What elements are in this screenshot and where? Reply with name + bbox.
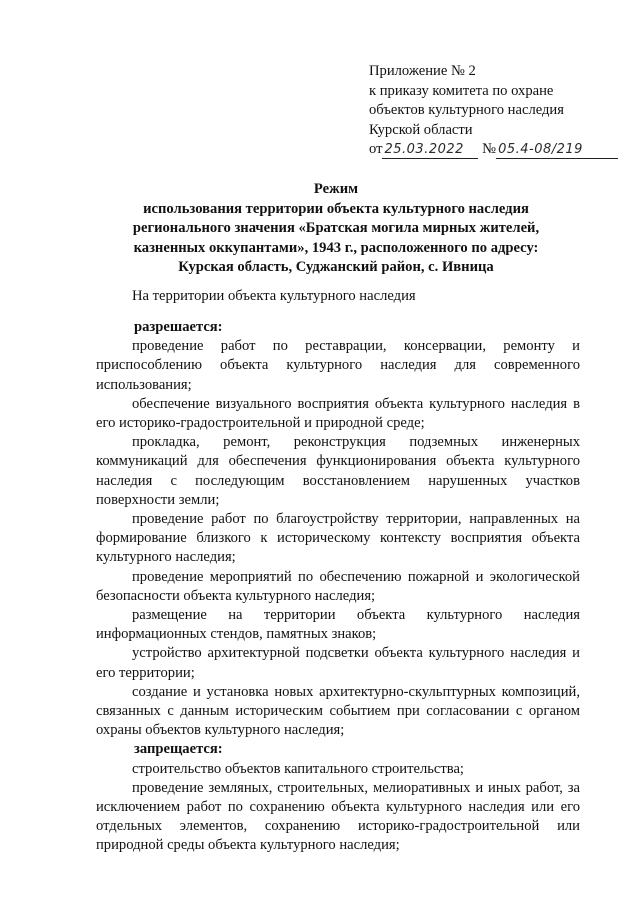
number-sign: № <box>482 141 497 157</box>
document-title <box>96 180 576 278</box>
forbidden-heading: запрещается: <box>134 741 223 758</box>
order-date-field <box>382 141 478 159</box>
allowed-item: размещение на территории объекта культурного наследия информационных стендов, памятных знаков; <box>96 607 580 643</box>
order-number-field <box>496 141 618 159</box>
title-line-3: регионального значения «Братская могила мирных жителей, <box>132 220 540 236</box>
order-number-handwritten: 05.4-08/219 <box>498 142 583 157</box>
title-line-4: казненных оккупантами», 1943 г., расположенного по адресу: <box>133 239 539 256</box>
regime-body <box>96 318 580 856</box>
forbidden-item: проведение земляных, строительных, мелиоративных и иных работ, за исключением работ по сохранению объекта культурного наследия или его отдельных элементов, сохранению историко-градостроительной или природной среды объекта культурного наследия; <box>96 779 580 854</box>
allowed-item: прокладка, ремонт, реконструкция подземных инженерных коммуникаций для обеспечения функционирования объекта культурного наследия с последующим восстановлением нарушенных участков поверхности земли; <box>96 434 580 508</box>
allowed-item: проведение работ по благоустройству территории, направленных на формирование близкого к историческому контексту восприятия объекта культурного наследия; <box>96 511 580 566</box>
title-line-1: Режим <box>313 181 359 197</box>
appendix-region-line: Курской области <box>369 121 473 138</box>
intro-text: На территории объекта культурного наследия <box>132 288 416 304</box>
allowed-item: проведение работ по реставрации, консервации, ремонту и приспособлению объекта культурного наследия для современного использования; <box>96 338 580 393</box>
allowed-item: обеспечение визуального восприятия объекта культурного наследия в его историко-градостроительной и природной среде; <box>96 395 580 432</box>
title-line-5: Курская область, Суджанский район, с. Ивница <box>178 259 494 275</box>
allowed-item: устройство архитектурной подсветки объекта культурного наследия и его территории; <box>96 645 580 681</box>
title-line-2: использования территории объекта культурного наследия <box>143 200 529 217</box>
allowed-item: проведение мероприятий по обеспечению пожарной и экологической безопасности объекта культурного наследия; <box>96 568 580 604</box>
appendix-committee-line: объектов культурного наследия <box>369 102 564 118</box>
appendix-title: Приложение № 2 <box>369 63 476 79</box>
order-date-number-line <box>369 140 619 160</box>
order-date-handwritten: 25.03.2022 <box>384 142 464 157</box>
allowed-item: создание и установка новых архитектурно-скульптурных композиций, связанных с данным историческим событием при согласовании с органом охраны объектов культурного наследия; <box>96 683 580 739</box>
forbidden-item: строительство объектов капитального строительства; <box>132 760 464 777</box>
appendix-order-line: к приказу комитета по охране <box>369 82 554 99</box>
date-prefix: от <box>369 141 383 157</box>
allowed-heading: разрешается: <box>134 319 223 335</box>
appendix-block <box>369 62 619 160</box>
